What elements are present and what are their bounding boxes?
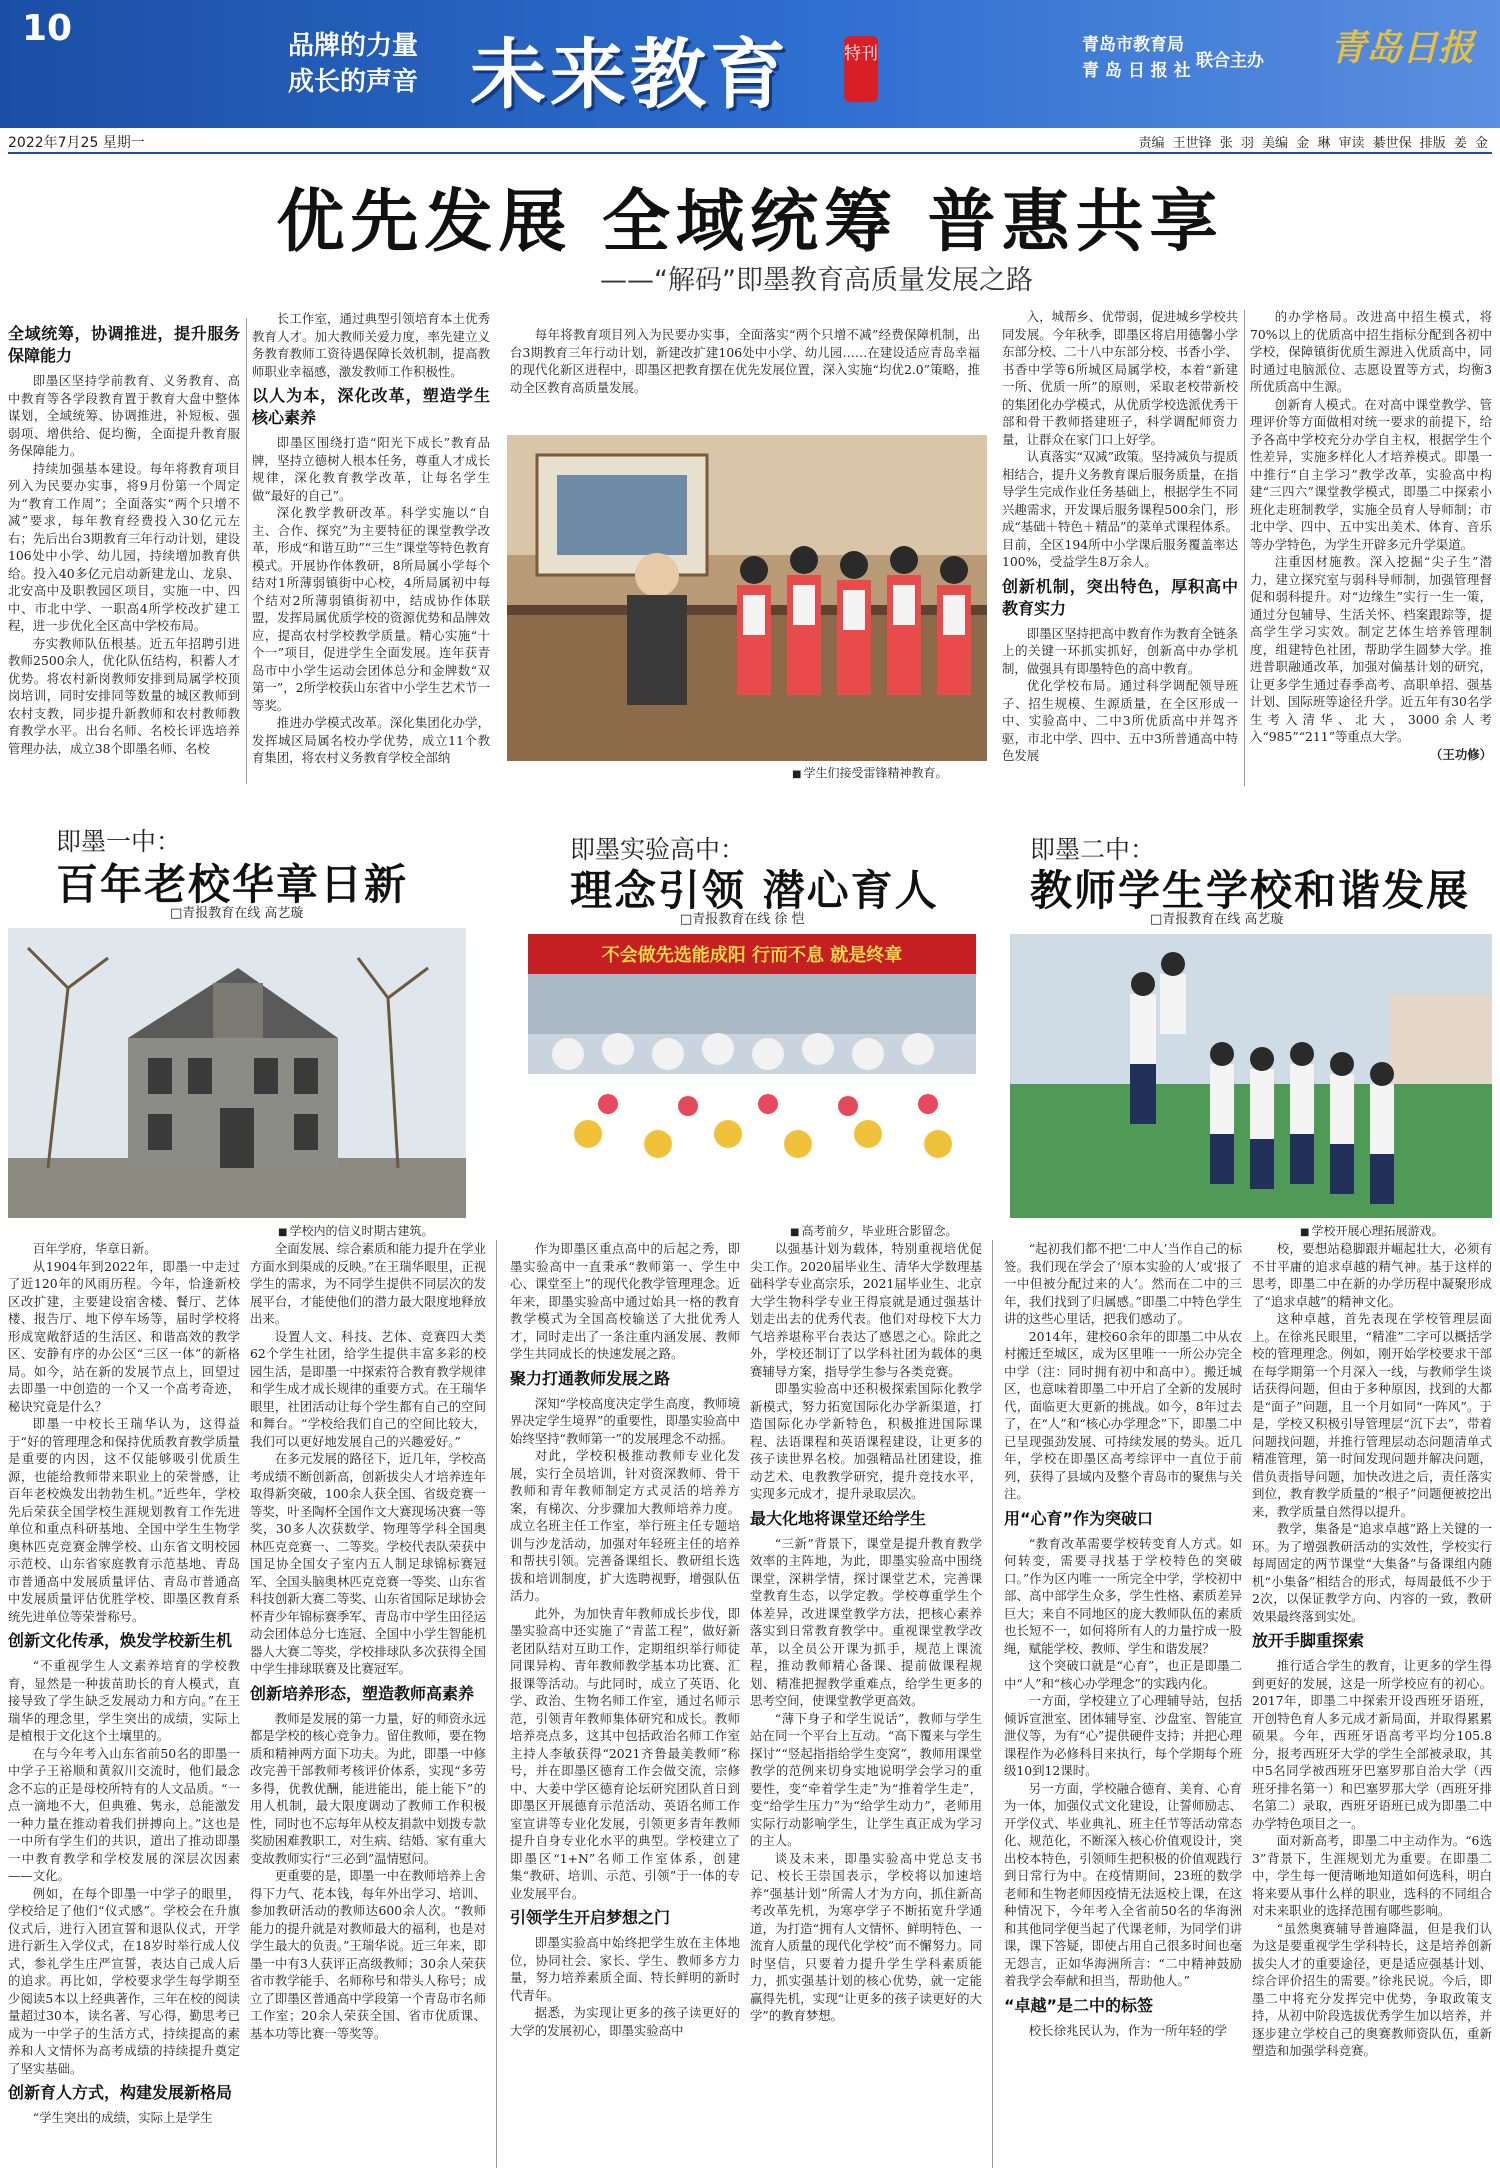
- school-1-column-b: 全面发展、综合素质和能力提升在学业方面水到渠成的反映。”在王瑞华眼里，正视学生的需求，为不同学生提供不同层次的发展平台，才能使他们的潜力最大限度地释放出来。 设置人文、科技、艺体、竞赛四大类62个学生社团，给学生提供丰富多彩的校园生活，是即墨一中探索符合教育教学规律和学生成才成长规律的重要方式。在王瑞华眼里，社团活动让每个学生都有自己的空间和舞台。“学校给我们自己的空间比较大，我们可以更好地发展自己的兴趣爱好。” 在多元发展的路径下，近几年，学校高考成绩不断创新高，创新拔尖人才培养连年取得新突破，100余人获全国、省级竞赛一等奖，叶圣陶杯全国作文大赛现场决赛一等奖，30多人次获数学、物理等学科全国奥林匹克竞赛一、二等奖。学校代表队荣获中国足协全国女子室内五人制足球锦标赛冠军、全国头脑奥林匹克竞赛一等奖、山东省科技创新大赛二等奖、山东省国际足球协会杯青少年锦标赛季军、青岛市中学生田径运动会团体总分七连冠、全国中小学生智能机器人大赛二等奖，学校排球队多次获得全国中学生排球联赛及比赛冠军。 创新培养形态，塑造教师高素养 教师是发展的第一力量，好的师资永远都是学校的核心竞争力。留住教师，要在物质和精神两方面下功夫。为此，即墨一中修改完善干部教师考核评价体系，实现“多劳多得，优教优酬，能进能出，能上能下”的用人机制，最大限度调动了教师工作积极性，同时也不忘每年从校友捐款中划拨专款奖励困难教职工，对生病、结婚、家有重大变故教师实行“三必到”温情慰问。 更重要的是，即墨一中在教师培养上舍得下力气、花本钱，每年外出学习、培训、参加教研活动的教师达600余人次。“教师能力的提升就是对教师最大的福利，也是对学生最大的负责。”王瑞华说。近三年来，即墨一中有3人获评正高级教师；30余人荣获省市教学能手、名师称号和带头人称号；成立了即墨区普通高中学段第一个青岛市名师工作室；20余人荣获全国、省市优质课、基本功等比赛一等奖等。: [250, 1241, 486, 2041]
- school-3-title: 教师学生学校和谐发展: [1030, 866, 1471, 915]
- special-issue-label: 特刊: [844, 36, 878, 102]
- school-3-byline: □青报教育在线 高艺璇: [1150, 912, 1284, 927]
- school-1-byline: □青报教育在线 高艺璇: [170, 906, 304, 921]
- photo-building-illustration: [8, 928, 466, 1218]
- photo-caption-school-2: ■ 高考前夕，毕业班合影留念。: [790, 1222, 957, 1239]
- photo-graduation-group: [528, 934, 976, 1218]
- photo-caption-top: ■ 学生们接受雷锋精神教育。: [792, 764, 947, 781]
- article-lead: 每年将教育项目列入为民要办实事，全面落实“两个只增不减”经费保障机制，出台3期教育三年行动计划，新建改扩建106处中小学、幼儿园……在建设适应青岛幸福的现代化新区进程中，即墨区把教育摆在优先发展位置，深入实施“均优2.0”策略，推动全区教育高质量发展。: [510, 327, 980, 395]
- photo-graduation-illustration: [528, 934, 976, 1218]
- school-1-column-a: 百年学府，华章日新。 从1904年到2022年，即墨一中走过了近120年的风雨历程。今年，恰逢新校区改扩建，主要建设宿舍楼、餐厅、艺体楼、报告厅、地下停车场等，届时学校将形成宽敞舒适的生活区、和谐高效的教学区、安静有序的办公区“三区一体”的新格局。如今，站在新的发展节点上，回望过去即墨一中创造的一个又一个高考奇迹，秘诀究竟是什么？ 即墨一中校长王瑞华认为，这得益于“好的管理理念和保持优质教育教学质量是重要的内因，这不仅能够吸引优质生源，也能给教师带来职业上的荣誉感，让百年老校焕发出勃勃生机。”近些年，学校先后荣获全国学校生涯规划教育工作先进单位和重点科研基地、全国中学生生物学奥林匹克竞赛金牌学校、山东省文明校园示范校、山东省家庭教育示范基地、青岛市普通高中发展质量评估、青岛市普通高中发展质量评估优胜学校、即墨区教育系统先进单位等荣誉称号。 创新文化传承，焕发学校新生机 “不重视学生人文素养培育的学校教育，显然是一种拔苗助长的育人模式，直接导致了学生缺乏发展动力和方向。”在王瑞华的理念里，学生突出的成绩，实际上是植根于文化这个土壤里的。 在与今年考入山东省前50名的即墨一中学子王裕顺和黄叙川交流时，他们最念念不忘的正是母校所特有的人文品质。“一点一滴地不大，但典雅、隽永，总能激发一种力量在推动着我们拼搏向上。”这也是一中所有学生们的共识，道出了推动即墨一中教育教学和学校发展的深层次因素——文化。 例如，在每个即墨一中学子的眼里，学校给足了他们“仪式感”。学校会在升旗仪式后，进行入团宣誓和退队仪式，开学进行新生入学仪式，在18岁时举行成人仪式，参礼学生庄严宣誓，表达自己成人后的追求。再比如，学校要求学生每学期至少阅读5本以上经典著作，三年在校的阅读量超过30本，读名著、写心得，勤思考已成为一中学子的生活方式，持续提高的素养和人文情怀为高考成绩的持续提升奠定了坚实基础。 创新育人方式，构建发展新格局 “学生突出的成绩，实际上是学生: [8, 1241, 240, 2125]
- photo-historic-building: [8, 928, 466, 1218]
- article-column-2: 长工作室，通过典型引领培育本土优秀教育人才。加大教师关爱力度，率先建立义务教育教师工资待遇保障长效机制，提高教师职业幸福感，激发教师工作积极性。 以人为本，深化改革，塑造学生核心素养 即墨区围绕打造“阳光下成长”教育品牌，坚持立德树人根本任务，尊重人才成长规律，深化教育教学改革，让每名学生做“最好的自己”。 深化教学教研改革。科学实施以“自主、合作、探究”为主要特征的课堂教学改革，形成“和谐互助”“三生”课堂等特色教育模式。开展协作体教研，8所局属小学每个结对1所薄弱镇街中心校，4所局属初中每个结对2所薄弱镇街初中，结成协作体联盟，发挥局属优质学校的资源优势和品牌效应，提高农村学校教学质量。精心实施“十个一”项目，促进学生全面发展。连年获青岛市中小学生运动会团体总分和金牌数“双第一”，2所学校获山东省中小学生艺术节一等奖。 推进办学模式改革。深化集团化办学，发挥城区局属名校办学优势，成立11个教育集团，将农村义务教育学校全部纳: [252, 311, 490, 765]
- article-column-4: 入，城帮乡、优带弱，促进城乡学校共同发展。今年秋季，即墨区将启用德馨小学东部分校、二十八中东部分校、书香小学、书香中学等6所城区局属学校，本着“新建一所、优质一所”的原则，采取老校带新校的集团化办学模式，从优质学校选派优秀干部和骨干教师搭建班子，科学调配师资力量，让群众在家门口上好学。 认真落实“双减”政策。坚持减负与提质相结合，提升义务教育课后服务质量，在指导学生完成作业任务基础上，根据学生不同兴趣需求，开发课后服务课程500余门，形成“基础＋特色＋精品”的菜单式课程体系。目前，全区194所中小学课后服务覆盖率达100%，受益学生8万余人。 创新机制，突出特色，厚积高中教育实力 即墨区坚持把高中教育作为教育全链条上的关键一环抓实抓好，创新高中办学机制，做强具有即墨特色的高中教育。 优化学校布局。通过科学调配领导班子、招生规模、生源质量，在全区形成一中、实验高中、二中3所优质高中并驾齐驱，市北中学、四中、五中3所普通高中特色发展: [1002, 309, 1238, 763]
- school-3-kicker: 即墨二中：: [1030, 835, 1156, 864]
- photo-lei-feng-education: [507, 435, 987, 761]
- photo-psychology-game: [1010, 934, 1492, 1218]
- section-divider: [992, 1240, 993, 2168]
- article-column-1: 全域统筹，协调推进，提升服务保障能力 即墨区坚持学前教育、义务教育、高中教育等各学段教育置于教育大盘中整体谋划，全域统筹、协调推进，补短板、强弱项、增供给、促均衡，全面提升教育服务保障能力。 持续加强基本建设。每年将教育项目列入为民要办实事，将9月份第一个周定为“教育工作周”；全面落实“两个只增不减”要求，每年教育经费投入30亿元左右；先后出台3期教育三年行动计划，建设106处中小学、幼儿园，持续增加教育供给。投入40多亿元启动新建龙山、龙泉、北安高中及职教园区项目，实施一中、四中、市北中学、一职高4所学校改扩建工程，进一步优化全区高中学校布局。 夯实教师队伍根基。近五年招聘引进教师2500余人，优化队伍结构，积蓄人才优势。将农村新岗教师安排到局属学校顶岗培训，同时安排同等数量的城区教师到农村支教，同步提升新教师和农村教师教育教学水平。出台名师、名校长评选培养管理办法，成立38个即墨名师、名校: [8, 324, 240, 756]
- school-3-column-b: 校，要想站稳脚跟并崛起壮大，必须有不甘平庸的追求卓越的精气神。基于这样的思考，即墨二中在新的办学历程中凝聚形成了“追求卓越”的精神文化。 这种卓越，首先表现在学校管理层面上。在徐兆民眼里，“精准”二字可以概括学校的管理理念。例如，刚开始学校要求干部在每学期第一个月深入一线，与教师学生谈话获得问题，但由于多种原因，找到的大都是“面子”问题，且一个月如同“一阵风”。于是，学校又积极引导管理层“沉下去”，带着问题找问题，并推行管理层动态问题清单式精准管理，第一时间发现问题并解决问题，借负责指导问题，加快改进之后，责任落实到位，教育教学质量的“根子”问题便被挖出来，教学质量自然得以提升。 教学，集备是“追求卓越”路上关键的一环。为了增强教研活动的实效性，学校实行每周固定的两节课堂“大集备”与备课组内随机“小集备”相结合的形式，每周最低不少于2次，以保证教学方向、内容的一致，教研效果最终落到实处。 放开手脚重探索 推行适合学生的教育，让更多的学生得到更好的发展，这是一所学校应有的初心。2017年，即墨二中探索开设西班牙语班，开创特色育人多元成才新局面，并取得累累硕果。今年，西班牙语高考平均分105.8分，报考西班牙大学的学生全部被录取，其中5名同学被西班牙巴塞罗那自治大学（西班牙排名第一）和巴塞罗那大学（西班牙排名第二）录取，西班牙语班已成为即墨二中办学特色项目之一。 面对新高考，即墨二中主动作为。“6选3”背景下，生涯规划尤为重要。在即墨二中，学生每一便清晰地知道如何选科，明白将来要从事什么样的职业，选科的不同组合对未来职业的选择范围有哪些影响。 “虽然奥赛辅导普遍降温，但是我们认为这是要重视学生学科特长，这是培养创新拔尖人才的重要途径，更是适应强基计划、综合评价招生的需要。”徐兆民说。今后，即墨二中将充分发挥完中优势，争取政策支持，从初中阶段选拔优秀学生加以培养，并逐步建立学校自己的奥赛教师资队伍，重新塑造和加强学科竞赛。: [1252, 1241, 1492, 2058]
- section-divider: [496, 1240, 497, 2168]
- column-title: 未来教育: [470, 30, 790, 119]
- school-2-title: 理念引领 潜心育人: [570, 866, 939, 915]
- article-column-5: 的办学格局。改进高中招生模式，将70%以上的优质高中招生指标分配到各初中学校，保障镇街优质生源进入优质高中，同时通过电脑派位、志愿设置等方式，均衡3所优质高中生源。 创新育人模式。在对高中课堂教学、管理评价等方面做相对统一要求的前提下，给予各高中学校充分办学自主权，根据学生个性差异，实施多样化人才培养模式。即墨一中推行“自主学习”教学改革，实验高中构建“三四六”课堂教学模式，即墨二中探索小班化走班制教学，实施全员育人导师制；市北中学、四中、五中实出美术、体育、音乐等办学特色，为学生开辟多元升学渠道。 注重因材施教。深入挖掘“尖子生”潜力，建立探究室与弱科导师制，加强管理督促和弱科提升。对“边缘生”实行一生一策，通过分包辅导、生活关怀、档案跟踪等，提高学生学习实效。制定艺体生培养管理制度，组建特色社团，帮助学生圆梦大学。推进普职融通改革，加强对偏基计划的研究，让更多学生通过春季高考、高职单招、强基计划、国际班等途径升学。近五年有30名学生考入清华、北大，3000余人考入“985”“211”等重点大学。 （王功修）: [1250, 309, 1492, 762]
- editor-credits: 责编 王世锋 张 羽 美编 金 琳 审读 綦世保 排版 姜 金: [1138, 136, 1488, 151]
- school-1-kicker: 即墨一中：: [56, 827, 182, 856]
- school-3-column-a: “起初我们都不把‘二中人’当作自己的标签。我们现在学会了‘原本实验的人’或‘报了一中但被分配过来的人’。然而在二中的三年，我们找到了归属感。”即墨二中特色学生讲的这些心里话，把我们感动了。 2014年，建校60余年的即墨二中从农村搬迁至城区，成为区里唯一一所公办完全中学（注：同时拥有初中和高中）。搬迁城区，也意味着即墨二中开启了全新的发展时代，面临更大更新的挑战。如今，8年过去了，在“人”和“核心办学理念”下，即墨二中已呈现强劲发展、可持续发展的势头。近几年，学校在即墨区高考综评中一直位于前列，获得了县域内及整个青岛市的聚焦与关注。 用“心育”作为突破口 “教育改革需要学校转变育人方式。如何转变，需要寻找基于学校特色的突破口。”作为区内唯一一所完全中学，学校初中部、高中部学生众多，学生性格、素质差异巨大；来自不同地区的庞大教师队伍的素质也长短不一，如何将所有人的力量拧成一股绳，赋能学校、教师、学生和谐发展？ 这个突破口就是“心育”，也正是即墨二中“人”和“核心办学理念”的实践内化。 一方面，学校建立了心理辅导站，包括倾诉宣泄室、团体辅导室、沙盘室、智能宣泄仪等，为有“心”提供硬件支持；并把心理课程作为必修科目来执行，每个学期每个班级10到12课时。 另一方面，学校融合德育、美育、心育为一体，加强仪式文化建设，让誓师励志、开学仪式、毕业典礼、班主任节等活动常态化、规范化，不断深入核心价值观设计，突出校本特色，引领师生把积极的价值观践行到日常行为中。在疫情期间，23班的数学老师和生物老师因疫情无法返校上课，在这种情况下，今年考入全省前50名的华海洲和其他同学便当起了代课老师，为同学们讲课，课下答疑，即使占用自己很多时间也毫无怨言，正如华海洲所言：“二中精神鼓励着我学会奉献和担当，帮助他人。” “卓越”是二中的标签 校长徐兆民认为，作为一所年轻的学: [1004, 1241, 1242, 2038]
- sponsors: 青岛市教育局 青 岛 日 报 社: [1082, 35, 1191, 81]
- newspaper-logo: 青岛日报: [1330, 27, 1475, 69]
- photo-sports-illustration: [1010, 934, 1492, 1218]
- school-2-kicker: 即墨实验高中：: [570, 835, 746, 864]
- slogan: 品牌的力量 成长的声音: [288, 31, 419, 97]
- school-1-title: 百年老校华章日新: [56, 860, 409, 909]
- photo-classroom-illustration: [507, 435, 987, 761]
- subheadline: ——“解码”即墨教育高质量发展之路: [600, 265, 1033, 296]
- photo-caption-school-3: ■ 学校开展心理拓展游戏。: [1300, 1222, 1443, 1239]
- photo-caption-school-1: ■ 学校内的信义时期古建筑。: [278, 1222, 433, 1239]
- column-divider: [246, 318, 247, 784]
- dateline: 2022年7月25 星期一: [8, 135, 145, 151]
- school-2-column-a: 作为即墨区重点高中的后起之秀，即墨实验高中一直秉承“教师第一、学生中心、课堂至上”的现代化教学管理理念。近年来，即墨实验高中通过始具一格的教育教学模式为全国高校输送了大批优秀人才，同时走出了一条注重内涵发展、教师学生共同成长的快速发展之路。 聚力打通教师发展之路 深知“学校高度决定学生高度，教师境界决定学生境界”的重要性，即墨实验高中始终坚持“教师第一”的发展理念不动摇。 对此，学校积极推动教师专业化发展，实行全员培训，针对资深教师、骨干教师和青年教师制定方式灵活的培养方案，有梯次、分步骤加大教师培养力度。成立名班主任工作室，举行班主任专题培训与沙龙活动，加强对年轻班主任的培养和帮扶引领。完善备课组长、教研组长选拔和培训制度，扩大选聘视野，增强队伍活力。 此外，为加快青年教师成长步伐，即墨实验高中还实施了“青蓝工程”，做好新老团队结对互助工作，定期组织举行师徒同课异构、青年教师教学基本功比赛、汇报课等活动。与此同时，成立了英语、化学、政治、生物名师工作室，通过名师示范，引领青年教师集体研究和成长。教师培养亮点多，这其中包括政治名师工作室主持人李敏获得“2021齐鲁最美教师”称号，并在即墨区德育工作会做交流，宗修中、大姜中学区德育论坛研究团队首日到即墨区开展德育示范活动、英语名师工作室宣讲等专业化发展，引领更多青年教师提升自身专业化水平的典型。学校建立了即墨区“1+N”名师工作室体系，创建集“教研、培训、示范、引领”于一体的专业发展平台。 引领学生开启梦想之门 即墨实验高中始终把学生放在主体地位，协同社会、家长、学生、教师多方力量，努力培养素质全面、特长鲜明的新时代青年。 据悉，为实现让更多的孩子读更好的大学的发展初心，即墨实验高中: [510, 1241, 740, 2038]
- header-rule: [8, 152, 1492, 154]
- headline: 优先发展 全域统筹 普惠共享: [276, 183, 1224, 262]
- graduation-banner-text: 不会做先选能成阳 行而不息 就是终章: [601, 945, 903, 966]
- sponsor-tail: 联合主办: [1196, 51, 1264, 71]
- school-2-column-b: 以强基计划为载体，特别重视培优促尖工作。2020届毕业生、清华大学数理基础科学专业高宗乐，2021届毕业生、北京大学生物科学专业王得宸就是通过强基计划走出去的优秀代表。他们对母校下大力气培养堪称平台表达了感恩之心。除此之外，学校还制订了以学科社团为载体的奥赛辅导方案，指导学生参与各类竞赛。 即墨实验高中还积极探索国际化教学新模式，努力拓宽国际化办学新渠道，打造国际化办学新特色，积极推进国际课程、法语课程和英语课程建设，让更多的孩子读世界名校。加强精品社团建设，推动艺术、电教教学研究，提升竞技水平，实现多元成才，提升录取层次。 最大化地将课堂还给学生 “三新”背景下，课堂是提升教育教学效率的主阵地，为此，即墨实验高中围绕课堂，深耕学情，探讨课堂艺术，完善课堂教育生态，以学定教。学校尊重学生个体差异，改进课堂教学方法，把核心素养落实到日常教育教学中。重视课堂教学改革，以全员公开课为抓手，规范上课流程，推动教师精心备课、提前做课程规划、精准把握教学重难点，给学生更多的思考空间，使课堂教学更高效。 “薄下身子和学生说话”，教师与学生站在同一个平台上互动。“高下覆来与学生探讨”“竖起指指给学生变窝”，教师用课堂教学的范例来切身实地说明学会学习的重要性，变“牵着学生走”为“推着学生走”，变“给学生压力”为“给学生动力”，老师用实际行动影响学生，让学生真正成为学习的主人。 谈及未来，即墨实验高中党总支书记、校长王崇国表示，学校将以加速培养“强基计划”所需人才为方向，抓住新高考改革先机，为寒亭学子不断拓宽升学通道，为打造“拥有人文情怀、鲜明特色、一流育人质量的现代化学校”而不懈努力。同时坚信，只要着力提升学生学科素质能力，抓实强基计划的核心优势，就一定能赢得先机，实现“让更多的孩子读更好的大学”的教育梦想。: [750, 1241, 982, 2023]
- page-number: 10: [22, 8, 73, 49]
- author-credit: （王功修）: [1430, 746, 1492, 762]
- masthead-banner: [0, 0, 1500, 128]
- column-divider: [1244, 310, 1245, 786]
- school-2-byline: □青报教育在线 徐 恺: [680, 912, 805, 927]
